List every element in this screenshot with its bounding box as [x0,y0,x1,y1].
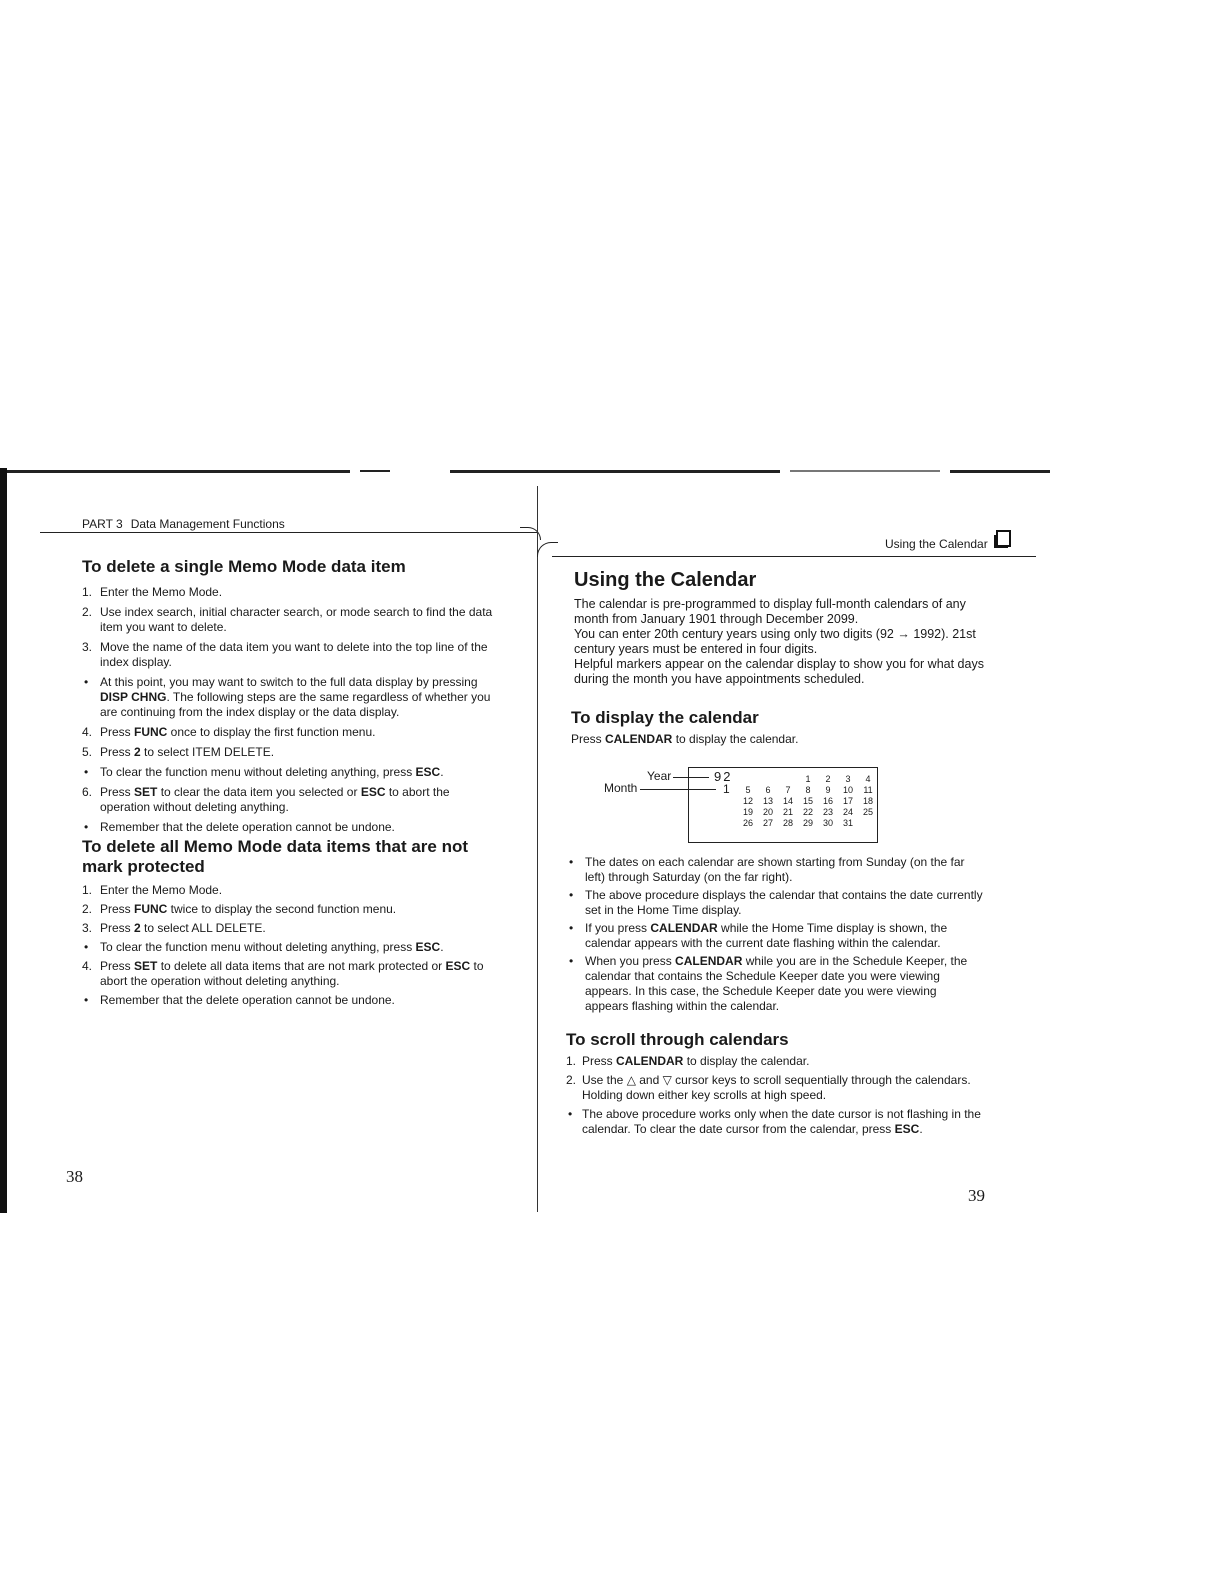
bullet-note [82,765,500,780]
bullet-note [567,855,983,885]
scan-edge-rule [450,470,780,473]
month-pointer-line [640,789,716,790]
step-text: to select ITEM DELETE. [140,745,275,759]
step-text: . [440,765,444,779]
calendar-date-cell: 19 [742,807,753,817]
bullet-note [82,993,500,1008]
step-text: Press [100,725,135,739]
step-item [82,605,500,635]
page-number-right: 39 [968,1186,985,1205]
calendar-date-cell: 7 [785,785,791,795]
calendar-date-cell: 26 [742,818,753,828]
bullet-marker: • [84,765,89,779]
calendar-date-cell [738,774,758,785]
step-text: The dates on each calendar are shown starting from Sunday (on the far left) through Saturday (on the far right). [585,855,965,884]
month-label: Month [604,781,638,795]
step-item [566,1054,984,1069]
step-text: Press [100,959,135,973]
section-heading: To display the calendar [571,708,759,727]
key-name: SET [134,959,158,973]
calendar-date-cell: 15 [802,796,813,806]
calendar-date-cell: 18 [862,796,873,806]
step-list [566,1054,984,1137]
bullet-marker: • [569,921,574,935]
page-number-left: 38 [66,1167,83,1186]
step-number: 1. [82,585,93,599]
bullet-note [567,888,983,918]
step-text: to select ALL DELETE. [140,921,266,935]
running-head-left [82,517,285,531]
step-text: to abort the operation without deleting anything. [100,785,450,814]
calendar-date-cell [758,774,778,785]
step-item [82,902,500,917]
calendar-date-cell: 16 [822,796,833,806]
step-text: Press [100,785,135,799]
key-name: ESC [415,940,441,954]
calendar-date-cell: 8 [805,785,811,795]
calendar-date-cell: 14 [782,796,793,806]
calendar-date-cell: 30 [822,818,833,828]
key-name: ESC [894,1122,920,1136]
step-item [82,921,500,936]
calendar-date-cell [778,774,798,785]
key-name: CALENDAR [650,921,718,935]
calendar-date-cell: 29 [802,818,813,828]
step-text: to display the calendar. [683,1054,810,1068]
intro-text [574,597,988,687]
step-number: 2. [82,902,93,916]
step-text: while you are in the Schedule Keeper, the calendar that contains the Schedule Keeper date you were viewing appears. In this case, the Schedule Keeper date you were viewing appears flashing within the calendar. [585,954,968,1013]
step-text: Use the △ and ▽ cursor keys to scroll sequentially through the calendars. Holding down either key scrolls at high speed. [582,1073,971,1102]
key-name: 2 [134,745,141,759]
calendar-date-cell: 23 [822,807,833,817]
bullet-note [82,940,500,955]
scan-edge-rule [790,470,940,472]
calendar-week-row [738,818,878,829]
bullet-note [567,954,983,1014]
year-label: Year [647,769,672,783]
calendar-date-cell: 24 [842,807,853,817]
bullet-marker: • [569,954,574,968]
step-text: Use index search, initial character search, or mode search to find the data item you want to delete. [100,605,493,634]
intro-paragraph: You can enter 20th century years using only two digits (92 → 1992). 21st century years must be entered in four digits. [574,627,976,656]
step-item [82,725,500,740]
calendar-date-cell: 20 [762,807,773,817]
calendar-date-cell: 17 [842,796,853,806]
bullet-note [567,921,983,951]
key-name: FUNC [134,902,168,916]
step-number: 3. [82,921,93,935]
step-item [82,785,500,815]
calendar-date-cell: 1 [805,774,811,784]
step-text: Press [100,921,135,935]
calendar-week-row [738,774,878,785]
step-number: 5. [82,745,93,759]
key-name: 2 [134,921,141,935]
year-pointer-line [673,777,709,778]
section-scroll-calendars [566,1030,984,1141]
step-number: 1. [566,1054,577,1068]
step-item [82,959,500,989]
calendar-date-cell: 11 [863,785,873,795]
header-rule-left [40,532,538,533]
section-delete-single [82,557,500,840]
step-item [82,585,500,600]
calendar-date-cell: 27 [762,818,773,828]
key-calendar: CALENDAR [605,732,673,746]
calendar-week-row [738,796,878,807]
scan-edge-rule [360,470,390,472]
part-title: Data Management Functions [130,517,285,531]
calendar-week-row [738,807,878,818]
step-text: Move the name of the data item you want to delete into the top line of the index display. [100,640,488,669]
calendar-date-cell: 2 [825,774,831,784]
intro-paragraph: The calendar is pre-programmed to display full-month calendars of any month from January 1901 through December 2099. [574,597,966,626]
bullet-note [82,675,500,720]
instruction-text: to display the calendar. [672,732,799,746]
calendar-date-cell: 9 [825,785,831,795]
step-item [82,745,500,760]
step-list [82,585,500,835]
calendar-date-cell: 13 [762,796,773,806]
calendar-date-grid [738,774,878,829]
step-item [82,883,500,898]
key-name: ESC [360,785,386,799]
year-value: 92 [714,769,733,784]
calendar-date-cell: 21 [782,807,793,817]
calendar-date-cell: 12 [742,796,753,806]
calendar-date-cell: 6 [765,785,771,795]
calendar-date-cell: 5 [745,785,751,795]
calendar-date-cell: 4 [865,774,871,784]
key-name: CALENDAR [616,1054,684,1068]
calendar-notes [567,855,983,1017]
step-text: To clear the function menu without deleting anything, press [100,765,416,779]
step-text: twice to display the second function menu. [167,902,397,916]
step-text: . [919,1122,923,1136]
calendar-week-row [738,785,878,796]
bullet-marker: • [569,855,574,869]
bullet-note [82,820,500,835]
intro-paragraph: Helpful markers appear on the calendar display to show you for what days during the month you have appointments scheduled. [574,657,984,686]
scan-edge-rule [950,470,1050,473]
key-name: ESC [415,765,441,779]
step-text: Enter the Memo Mode. [100,585,223,599]
step-number: 4. [82,959,93,973]
key-name: DISP CHNG [100,690,167,704]
step-number: 1. [82,883,93,897]
calendar-date-cell: 31 [842,818,853,828]
scan-edge-bar [0,468,7,1213]
step-text: . The following steps are the same regardless of whether you are continuing from the index display or the data display. [100,690,491,719]
section-display-calendar [571,708,985,747]
step-text: To clear the function menu without deleting anything, press [100,940,416,954]
step-text: to clear the data item you selected or [157,785,361,799]
step-text: If you press [585,921,651,935]
step-text: to abort the operation without deleting anything. [100,959,484,988]
step-text: Press [100,902,135,916]
step-text: The above procedure works only when the date cursor is not flashing in the calendar. To clear the date cursor from the calendar, press [582,1107,981,1136]
step-number: 2. [566,1073,577,1087]
step-text: once to display the first function menu. [167,725,376,739]
step-text: Press [582,1054,617,1068]
header-rule-curve-right [537,542,558,557]
calendar-date-cell: 3 [845,774,851,784]
key-name: SET [134,785,158,799]
calendar-date-cell [858,818,878,829]
bullet-marker: • [84,820,89,834]
step-text: . [440,940,444,954]
step-text: Remember that the delete operation cannot be undone. [100,993,395,1007]
section-delete-all [82,837,500,1012]
step-number: 4. [82,725,93,739]
running-head-right: Using the Calendar [885,537,988,551]
step-item [566,1073,984,1103]
step-text: The above procedure displays the calendar that contains the date currently set in the Home Time display. [585,888,983,917]
step-text: while the Home Time display is shown, the calendar appears with the current date flashing within the calendar. [585,921,948,950]
calendar-date-cell: 10 [842,785,853,795]
calendar-icon [994,530,1012,548]
key-name: FUNC [134,725,168,739]
calendar-date-cell: 28 [782,818,793,828]
calendar-date-cell: 22 [802,807,813,817]
section-heading: To delete a single Memo Mode data item [82,557,406,576]
key-name: CALENDAR [675,954,743,968]
instruction [571,732,985,747]
part-label: PART 3 [82,517,123,531]
step-number: 6. [82,785,93,799]
scan-edge-rule [0,470,350,473]
bullet-note [566,1107,984,1137]
instruction-text: Press [571,732,606,746]
step-text: Remember that the delete operation cannot be undone. [100,820,395,834]
step-text: to delete all data items that are not mark protected or [157,959,446,973]
bullet-marker: • [84,940,89,954]
section-heading: To scroll through calendars [566,1030,789,1049]
month-value: 1 [723,782,730,796]
step-text: When you press [585,954,676,968]
step-list [82,883,500,1008]
step-number: 2. [82,605,93,619]
bullet-marker: • [84,993,89,1007]
step-text: At this point, you may want to switch to the full data display by pressing [100,675,478,689]
bullet-marker: • [568,1107,573,1121]
section-using-calendar [574,568,988,687]
calendar-date-cell: 25 [862,807,873,817]
section-heading: To delete all Memo Mode data items that are not mark protected [82,837,469,876]
step-number: 3. [82,640,93,654]
step-item [82,640,500,670]
bullet-marker: • [84,675,89,689]
page-divider [537,486,538,1212]
bullet-marker: • [569,888,574,902]
key-name: ESC [445,959,471,973]
header-rule-right [552,556,1036,557]
step-text: Enter the Memo Mode. [100,883,223,897]
step-text: Press [100,745,135,759]
page-title: Using the Calendar [574,569,757,591]
